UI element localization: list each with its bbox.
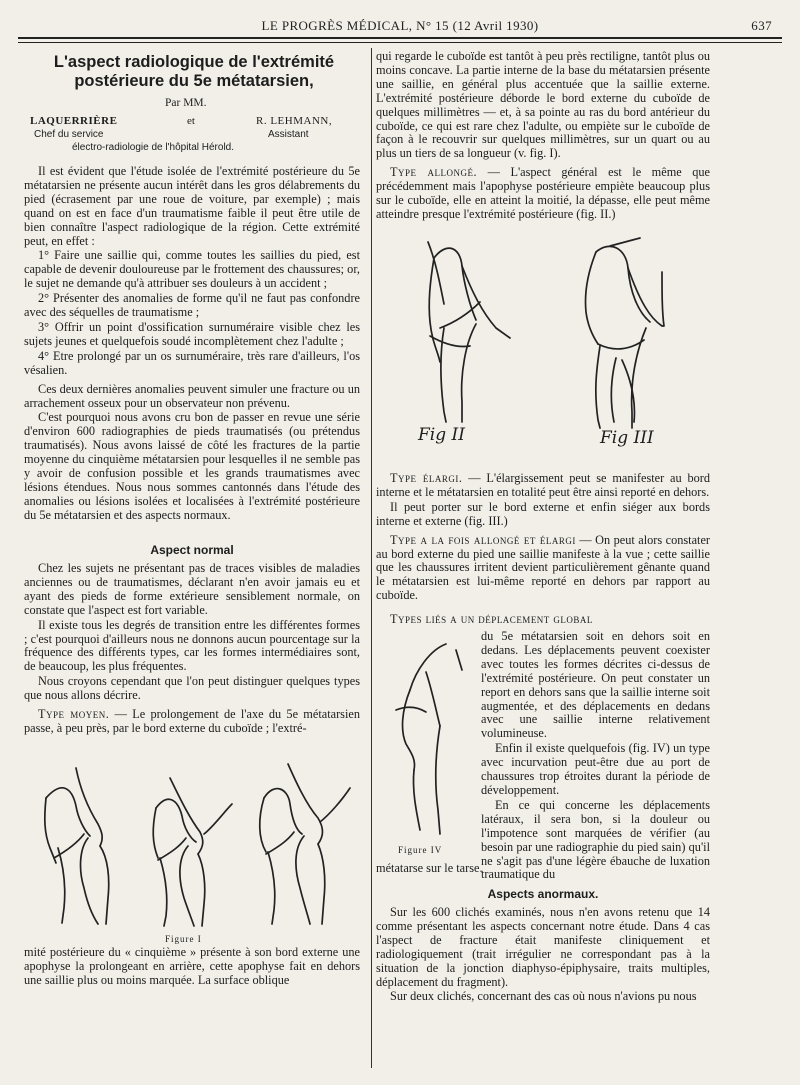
left-column-body xyxy=(24,165,360,524)
title-line-1: L'aspect radiologique de l'extrémité xyxy=(53,53,335,71)
figure-4-caption: Figure IV xyxy=(398,845,443,855)
paragraph-tarse: métatarse sur le tarse. xyxy=(376,861,483,875)
running-header xyxy=(18,18,782,36)
figure-4-drawing xyxy=(386,630,476,845)
paragraph-anomalies: Ces deux dernières anomalies peuvent simuler une fracture ou un arrachement osseux pour un observateur non prévenu. xyxy=(24,381,360,410)
paragraph-cuboide: qui regarde le cuboïde est tantôt à peu près rectiligne, tantôt plus ou moins concave. La partie interne de la base du métatarsien présente une saillie, en général plus accentuée que la saillie externe. L'extrémité postérieure déborde le bord externe du cuboïde de quelques millimètres — et, à sa pointe au ras du bord antérieur du cuboïde, ce qui est rare chez l'adulte, ou empiète sur le cuboïde de façon à le recouvrir sur quelques millimètres, sur un quart ou au plus un tiers de sa longueur (v. fig. I). xyxy=(376,49,710,161)
author-1: LAQUERRIÈRE xyxy=(30,115,118,127)
paragraph-bords: Il peut porter sur le bord externe et enfin siéger aux bords interne et externe (fig. III.) xyxy=(376,499,710,528)
paragraph-series: C'est pourquoi nous avons cru bon de passer en revue une série d'environ 600 radiographies de pieds traumatisés (ou prétendus traumatisés). Nous avons laissé de côté les fractures de la partie moyenne du cinquième métatarsien pour lesquelles il ne semble pas y avoir de confusion possible et les grands traumatismes avec lésions étendues. Nous nous sommes cantonnés dans l'étude des anomalies ou lésions isolées et localisées à l'extrémité postérieure du 5e métatarsien et des aspects normaux. xyxy=(24,410,360,522)
figure-3-label: Fig III xyxy=(600,428,654,448)
article-title xyxy=(26,53,362,91)
type-moyen-text: — Le prolongement de l'axe du 5e métatarsien passe, à peu près, par le bord externe du cuboïde ; l'extré- xyxy=(24,707,360,735)
author-2: R. LEHMANN, xyxy=(256,115,333,127)
paragraph-types: Nous croyons cependant que l'on peut distinguer quelques types que nous allons décrire. xyxy=(24,674,360,703)
author-et: et xyxy=(187,115,195,127)
left-column-body-2 xyxy=(24,562,360,737)
list-item-3: 3° Offrir un point d'ossification surnuméraire visible chez les sujets jeunes et quelquefois soudé incomplètement chez l'adulte ; xyxy=(24,319,360,348)
right-column-tarse xyxy=(376,862,710,877)
paragraph-apophyse: mité postérieure du « cinquième » présente à son bord externe une apophyse la prolongeant en arrière, cette apophyse fait en dehors une saillie plus ou moins marquée. La surface oblique xyxy=(24,945,360,987)
figure-2-3-drawing xyxy=(400,232,690,452)
paragraph-type-elargi xyxy=(376,472,710,500)
title-line-2: postérieure du 5e métatarsien, xyxy=(74,72,314,90)
paragraph-cliches: Sur les 600 clichés examinés, nous n'en avons retenu que 14 comme présentant les aspects concernant notre étude. Dans 4 cas l'aspect de fracture était manifeste cliniquement et radiologiquement (trait irrégulier ne correspondant pas à la situation de la jonction diaphyso-épiphysaire, traits multiples, déplacement du fragment). xyxy=(376,905,710,989)
column-divider xyxy=(371,48,372,1068)
elargi-label: Type élargi. xyxy=(390,471,463,485)
allonge-text: — L'aspect général est le même que précédemment mais l'apophyse postérieure empiète beaucoup plus sur le cuboïde, elle en atteint la moitié, la dépasse, elle peut même atteindre presque l'extrémité postérieure (fig. II.) xyxy=(376,165,710,221)
page-number: 637 xyxy=(751,18,772,33)
paragraph-deux-cliches: Sur deux clichés, concernant des cas où nous n'avions pu nous xyxy=(390,989,697,1004)
figure-2-label: Fig II xyxy=(418,425,465,445)
paragraph-type-allonge xyxy=(376,166,710,222)
right-column-body-2 xyxy=(376,472,710,604)
heading-aspects-anormaux: Aspects anormaux. xyxy=(487,887,599,901)
list-item-1: 1° Faire une saillie qui, comme toutes les saillies du pied, est capable de devenir douloureuse par le frottement des chaussures; or, le sujet ne demande qu'à attribuer ses douleurs à un accident ; xyxy=(24,248,360,291)
allonge-elargi-text: — On peut alors constater au bord externe du pied une saillie manifeste à la vue ; cette saillie que les chaussures irritent devient particulièrement gênante quand le métatarsien est lui-même reporté en dehors par rapport au cuboïde. xyxy=(376,532,710,603)
paragraph-degres: Il existe tous les degrés de transition entre les différentes formes ; c'est pourquoi d'ailleurs nous ne donnons aucun pourcentage sur la fréquence des différents types, car les formes intermédiaires sont, de beaucoup, les plus fréquentes. xyxy=(24,617,360,674)
paragraph-fig4: Enfin il existe quelquefois (fig. IV) un type avec incurvation peut-être due au port de chaussures trop étroites durant la période de développement. xyxy=(481,741,710,797)
right-column-beside-figure xyxy=(481,630,710,883)
header-rule xyxy=(18,37,782,39)
left-column-body-3 xyxy=(24,946,360,989)
paragraph-type-moyen xyxy=(24,708,360,736)
list-item-2: 2° Présenter des anomalies de forme qu'il ne faut pas confondre avec des séquelles de traumatisme ; xyxy=(24,291,360,320)
role-1: Chef du service xyxy=(34,129,104,140)
types-lies-text: du 5e métatarsien soit en dehors soit en dedans. Les déplacements peuvent coexister avec toutes les formes décrites ci-dessus de l'extrémité postérieure. On peut constater un report en dehors sans que la saillie interne soit augmentée, et des déplacements en dedans avec une saillie interne relativement volumineuse. xyxy=(481,629,710,741)
figure-1-caption: Figure I xyxy=(165,934,202,944)
list-item-4: 4° Etre prolongé par un os surnuméraire, très rare d'ailleurs, l'os vésalien. xyxy=(24,348,360,377)
role-2: Assistant xyxy=(268,129,309,140)
allonge-elargi-label: Type a la fois allongé et élargi xyxy=(390,532,576,547)
paragraph-allonge-elargi xyxy=(376,534,710,604)
types-lies-label: Types liés a un déplacement global xyxy=(390,612,593,626)
right-column-types-lies-heading xyxy=(376,613,710,627)
header-journal: LE PROGRÈS MÉDICAL, N° 15 (12 Avril 1930) xyxy=(261,18,539,33)
affiliation: électro-radiologie de l'hôpital Hérold. xyxy=(72,142,235,153)
elargi-text: — L'élargissement peut se manifester au bord interne et le métatarsien en totalité peut être ainsi reporté en dehors. xyxy=(376,471,710,499)
intro-paragraph: Il est évident que l'étude isolée de l'extrémité postérieure du 5e métatarsien ne présente aucun intérêt dans les gros délabrements du pied (écrasement par une roue de voiture, par exemple) ; mais quand on est en face d'un traumatisme faible il peut être utile de bien connaître l'aspect radiologique de la région. Cette extrémité peut, en effet : xyxy=(24,164,360,248)
allonge-label: Type allongé. xyxy=(390,165,478,180)
paragraph-lateraux: En ce qui concerne les déplacements latéraux, il sera bon, si la douleur ou l'impotence sont marquées de vérifier (au besoin par une radiographie du pied sain) qu'il ne s'agit pas d'une légère ébauche de luxation traumatique du xyxy=(481,797,710,882)
right-column-body-3 xyxy=(376,906,710,1005)
par-mm: Par MM. xyxy=(165,97,207,109)
heading-aspect-normal: Aspect normal xyxy=(150,543,234,557)
header-rule-thin xyxy=(18,42,782,43)
right-column-body xyxy=(376,50,710,223)
figure-1-drawing xyxy=(28,738,363,933)
type-moyen-label: Type moyen. xyxy=(38,707,110,722)
paragraph-sujets: Chez les sujets ne présentant pas de traces visibles de maladies anciennes ou de traumatismes, déclarant n'en avoir jamais eu et ayant des pieds de forme extérieure sensiblement normale, on constate que l'aspect est fort variable. xyxy=(24,561,360,617)
